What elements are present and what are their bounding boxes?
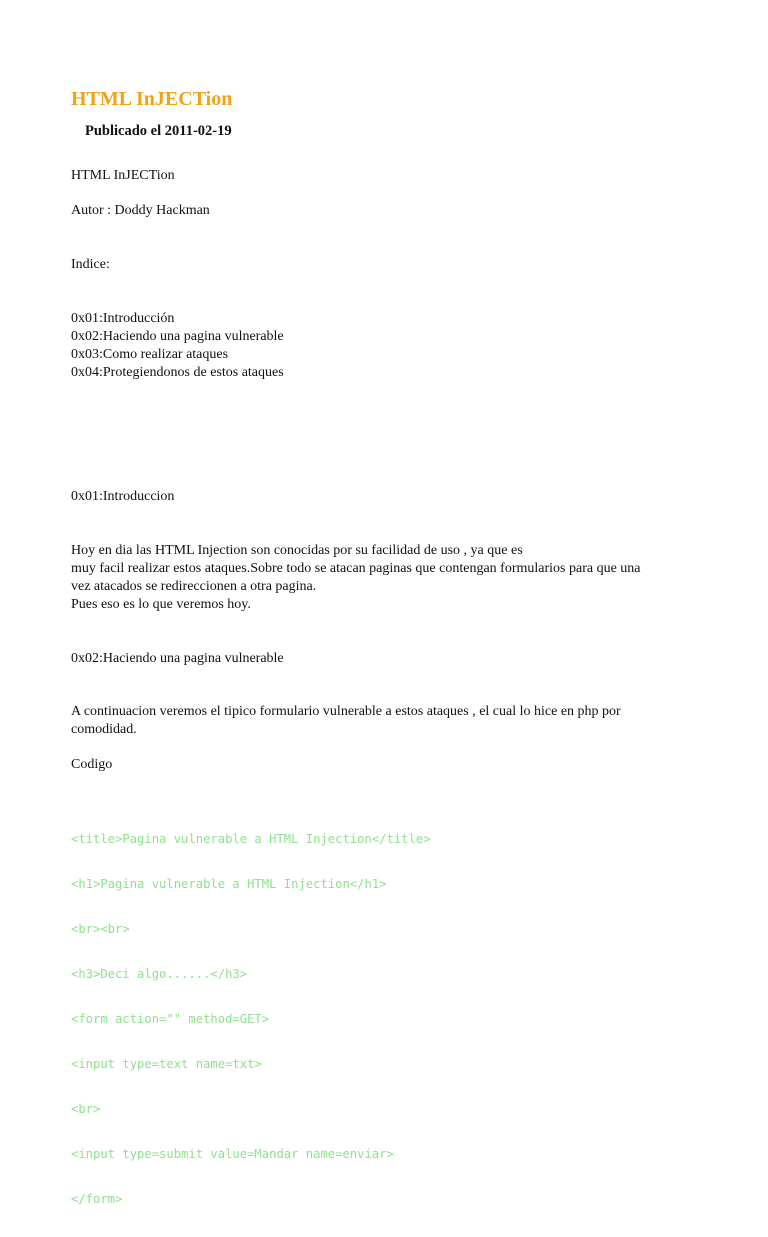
code-line: <br> (71, 1102, 101, 1116)
heading-repeat: HTML InJECTion (71, 168, 175, 183)
index-item: 0x04:Protegiendonos de estos ataques (71, 365, 284, 380)
paragraph-line: muy facil realizar estos ataques.Sobre todo se atacan paginas que contengan formularios para que una (71, 561, 641, 576)
code-line: <form action="" method=GET> (71, 1012, 270, 1026)
paragraph-line: comodidad. (71, 722, 137, 737)
index-item: 0x02:Haciendo una pagina vulnerable (71, 329, 284, 344)
code-line: <h3>Deci algo......</h3> (71, 967, 248, 981)
published-date: Publicado el 2011-02-19 (85, 123, 232, 139)
index-item: 0x01:Introducción (71, 311, 175, 326)
code-line: </form> (71, 1192, 123, 1206)
paragraph-line: Hoy en dia las HTML Injection son conocidas por su facilidad de uso , ya que es (71, 543, 523, 558)
code-label: Codigo (71, 757, 113, 772)
index-item: 0x03:Como realizar ataques (71, 347, 229, 362)
page-title: HTML InJECTion (71, 88, 233, 110)
section-2-paragraph (71, 703, 711, 739)
paragraph-line: A continuacion veremos el tipico formulario vulnerable a estos ataques , el cual lo hice en php por (71, 704, 621, 719)
code-line: <title>Pagina vulnerable a HTML Injection</title> (71, 832, 431, 846)
code-block (71, 802, 431, 1237)
index-label: Indice: (71, 257, 110, 272)
author-line: Autor : Doddy Hackman (71, 203, 210, 218)
code-line: <input type=text name=txt> (71, 1057, 262, 1071)
code-line: <h1>Pagina vulnerable a HTML Injection</h1> (71, 877, 387, 891)
paragraph-line: Pues eso es lo que veremos hoy. (71, 597, 251, 612)
section-1-paragraph (71, 542, 711, 614)
code-line: <br><br> (71, 922, 130, 936)
code-line: <input type=submit value=Mandar name=enviar> (71, 1147, 394, 1161)
paragraph-line: vez atacados se redireccionen a otra pagina. (71, 579, 317, 594)
section-2-title: 0x02:Haciendo una pagina vulnerable (71, 651, 284, 666)
section-1-title: 0x01:Introduccion (71, 489, 175, 504)
